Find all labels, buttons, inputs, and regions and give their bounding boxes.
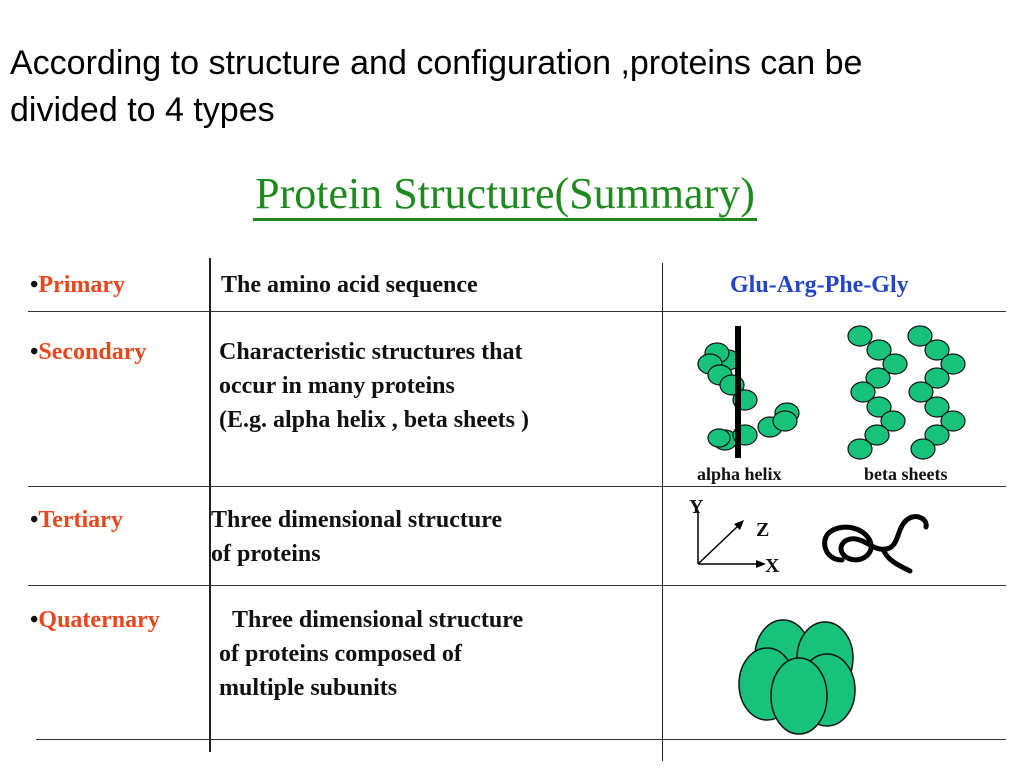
row-primary-description [221, 268, 478, 302]
primary-example-sequence: Glu-Arg-Phe-Gly [730, 272, 909, 298]
row-quaternary-label [30, 603, 160, 637]
axis-label-z: Z [756, 519, 770, 541]
row-tertiary-description [211, 503, 502, 571]
slide-title-text: Protein Structure(Summary) [253, 169, 757, 221]
description-line: Three dimensional structure [211, 507, 503, 533]
tertiary-fold-illustration [812, 505, 942, 585]
row-secondary-description [219, 335, 529, 437]
row-divider-3 [28, 585, 1006, 586]
column-divider-2 [662, 263, 663, 761]
description-line: of proteins composed of [219, 641, 462, 667]
description-line: Three dimensional structure [232, 607, 524, 633]
bullet: • [30, 339, 39, 365]
axis-label-x: X [765, 555, 780, 577]
bullet: • [30, 272, 39, 298]
row-divider-1 [28, 311, 1006, 312]
row-secondary-label [30, 335, 146, 369]
label-tertiary: Tertiary [38, 507, 123, 533]
description-line: (E.g. alpha helix , beta sheets ) [219, 407, 530, 433]
axis-label-y: Y [689, 496, 704, 518]
description-line: The amino acid sequence [221, 272, 478, 298]
caption-alpha-helix: alpha helix [697, 464, 782, 484]
row-primary-label [30, 268, 125, 302]
description-line: of proteins [211, 541, 321, 567]
description-line: Characteristic structures that [219, 339, 523, 365]
alpha-helix-illustration [690, 320, 800, 460]
label-primary: Primary [38, 272, 126, 298]
quaternary-subunits-illustration [735, 618, 865, 738]
bullet: • [30, 607, 39, 633]
intro-line-1: According to structure and configuration ,proteins can be [10, 44, 863, 82]
row-divider-4 [36, 739, 1006, 740]
slide-title [0, 168, 1010, 219]
intro-text [10, 40, 1020, 134]
row-quaternary-description [219, 603, 523, 705]
description-line: occur in many proteins [219, 373, 455, 399]
beta-sheet-illustration [845, 322, 975, 462]
intro-line-2: divided to 4 types [10, 91, 275, 129]
label-secondary: Secondary [38, 339, 147, 365]
row-tertiary-label [30, 503, 123, 537]
label-quaternary: Quaternary [38, 607, 160, 633]
row-divider-2 [28, 486, 1006, 487]
bullet: • [30, 507, 39, 533]
caption-beta-sheets: beta sheets [864, 464, 948, 484]
description-line: multiple subunits [219, 675, 398, 701]
